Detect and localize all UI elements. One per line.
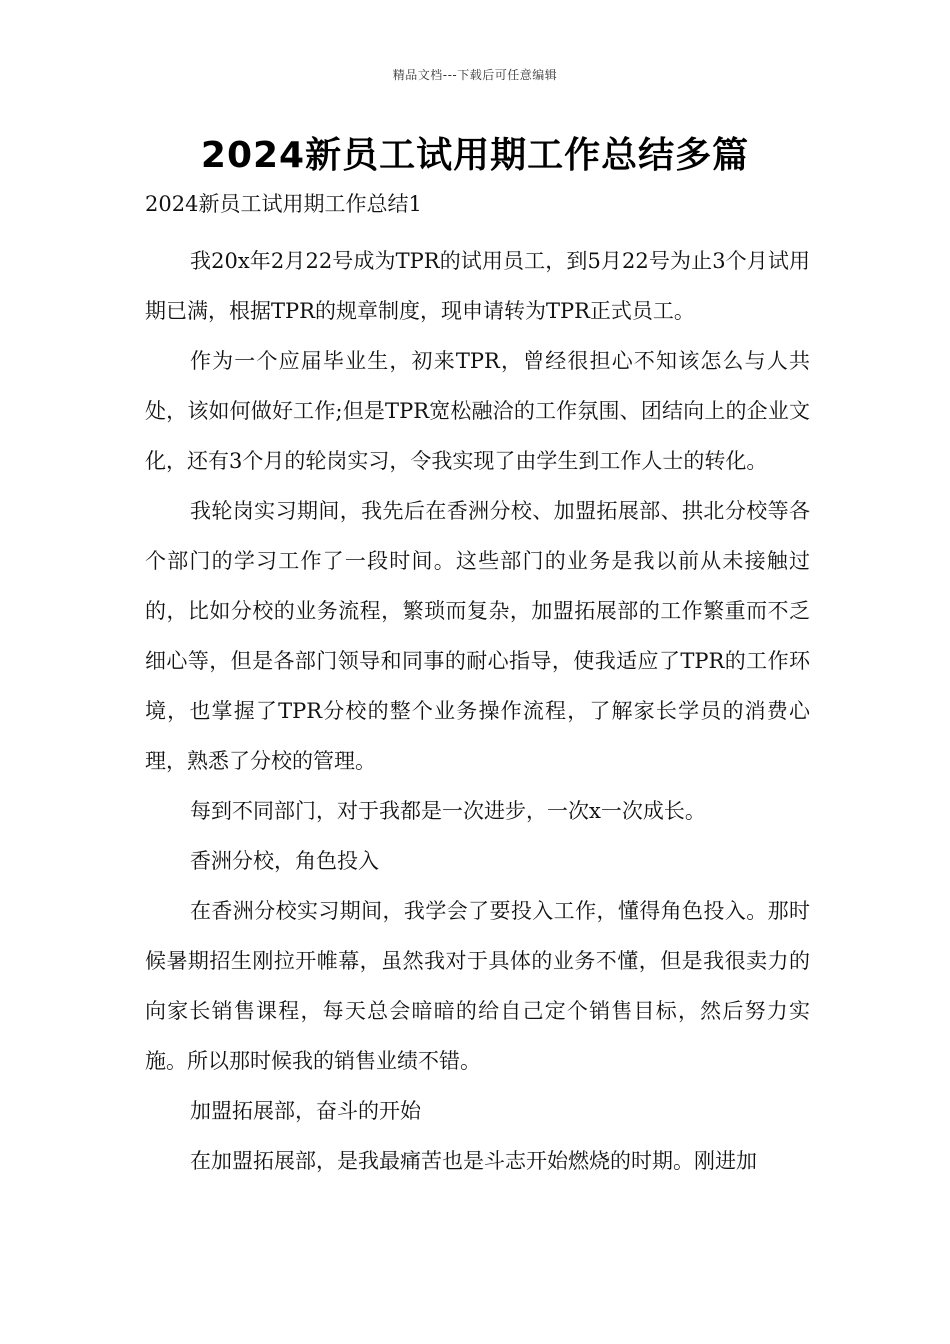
paragraph: 我轮岗实习期间，我先后在香洲分校、加盟拓展部、拱北分校等各个部门的学习工作了一段时间。这些部门的业务是我以前从未接触过的，比如分校的业务流程，繁琐而复杂，加盟拓展部的工作繁重而不乏细心等，但是各部门领导和同事的耐心指导，使我适应了TPR的工作环境，也掌握了TPR分校的整个业务操作流程，了解家长学员的消费心理，熟悉了分校的管理。 bbox=[145, 499, 810, 773]
paragraph: 每到不同部门，对于我都是一次进步，一次x一次成长。 bbox=[190, 799, 706, 823]
subheading: 香洲分校，角色投入 bbox=[190, 849, 379, 873]
header-note: 精品文档---下载后可任意编辑 bbox=[392, 68, 558, 82]
paragraph: 作为一个应届毕业生，初来TPR，曾经很担心不知该怎么与人共处，该如何做好工作;但是TPR宽松融洽的工作氛围、团结向上的企业文化，还有3个月的轮岗实习，令我实现了由学生到工作人士的转化。 bbox=[145, 349, 810, 473]
document-body bbox=[145, 186, 810, 1186]
section-heading: 2024新员工试用期工作总结1 bbox=[145, 192, 422, 216]
page-title: 2024新员工试用期工作总结多篇 bbox=[200, 135, 750, 176]
paragraph: 我20x年2月22号成为TPR的试用员工，到5月22号为止3个月试用期已满，根据TPR的规章制度，现申请转为TPR正式员工。 bbox=[145, 249, 810, 323]
paragraph: 在加盟拓展部，是我最痛苦也是斗志开始燃烧的时期。刚进加 bbox=[190, 1149, 757, 1173]
subheading: 加盟拓展部，奋斗的开始 bbox=[190, 1099, 421, 1123]
paragraph: 在香洲分校实习期间，我学会了要投入工作，懂得角色投入。那时候暑期招生刚拉开帷幕，虽然我对于具体的业务不懂，但是我很卖力的向家长销售课程，每天总会暗暗的给自己定个销售目标，然后努力实施。所以那时候我的销售业绩不错。 bbox=[145, 899, 810, 1073]
